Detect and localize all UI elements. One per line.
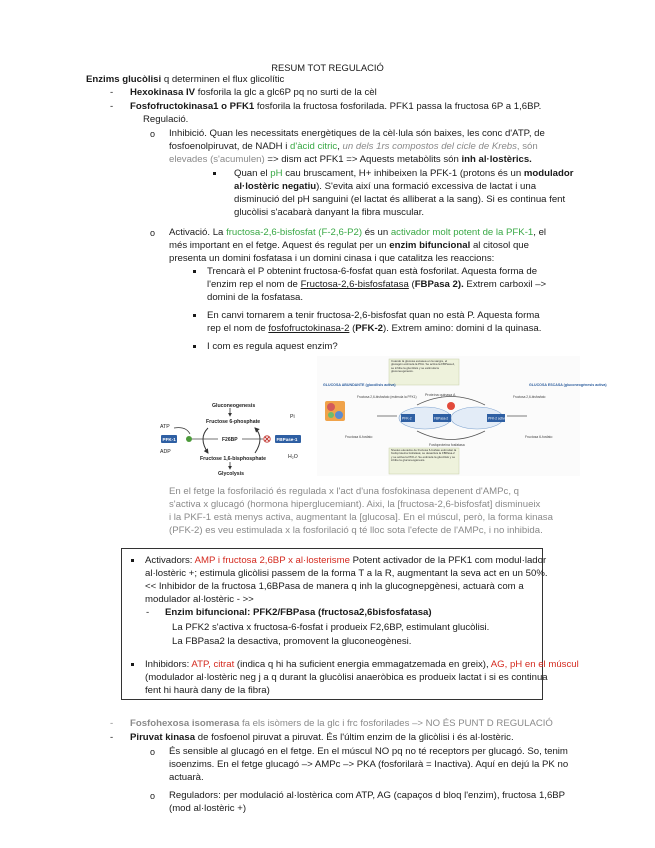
tornar-line1: En canvi tornarem a tenir fructosa-2,6-bisfosfat quan no està P. Aquesta forma — [207, 310, 540, 321]
sensible-line3: actuarà. — [169, 772, 204, 783]
bif-b: (fructosa2,6bisfosfatasa) — [315, 607, 432, 618]
right-head-label — [529, 383, 607, 387]
inhibicio-line2 — [169, 141, 538, 154]
bif-a: Enzim bifuncional: PFK2/FBPasa — [165, 607, 316, 618]
circle-bullet-icon: o — [150, 791, 156, 801]
callout-top — [391, 360, 457, 385]
inhibicio-l2e: , són — [516, 141, 538, 152]
fetge-line3: i la PKF-1 està menys activa, augmentant la [glucosa]. En el múscul, però, la forma kinasa — [169, 512, 553, 523]
enzyme-cluster-icon — [325, 401, 345, 421]
bifunctional-enzyme-diagram — [317, 356, 607, 476]
piruvat-bold: Piruvat kinasa — [130, 732, 196, 743]
activadors-line2: al·lostèric +; estimula glicòlisi passem de la forma T a la R, augmentant la seva act en un 50%. — [145, 568, 548, 579]
plus-activation-icon — [186, 436, 192, 442]
activacio-l1b: fructosa-2,6-bisfosfat (F-2,6-P2) — [226, 227, 363, 238]
ph-l2b: ). S'evita així una formació excessiva de lactat i una — [316, 181, 537, 192]
square-bullet-icon — [193, 270, 196, 273]
fbpase1-diagram-label: FBPase-1 — [276, 437, 298, 442]
enzyme-subunit-icon — [327, 403, 335, 411]
fosfohexosa-bold: Fosfohexosa isomerasa — [130, 718, 240, 729]
inhibicio-line3 — [169, 154, 532, 167]
inh-l1c: (indica q hi ha suficient energia emmagatzemada en greix), — [234, 659, 491, 670]
callout-top-text: Cuando la glucosa escasea en la sangre, el glucagón estimula la PKA. Se activa la FBPasa-2, se inhibe la glucólisis y se estimula la gluconeogénesis. — [391, 359, 455, 374]
fetge-line4: (PFK-2) es veu estimulada x la fosforilació q té lloc sota l'efecte de l'AMPc, i no inhibida. — [169, 525, 543, 536]
inhibicio-l3a: elevades (s'acumulen) — [169, 154, 265, 165]
f16bp-label: Fructose 1,6-bisphosphate — [200, 456, 267, 462]
enzyme-subunit-icon — [328, 412, 334, 418]
f26bp-diagram-label: F26BP — [222, 437, 238, 443]
inh-l1b: ATP, citrat — [191, 659, 235, 670]
f26bp-left-label: Fructosa 2,6-bisfosfato (estimula la PFK1) — [357, 395, 417, 399]
circle-bullet-icon: o — [150, 129, 156, 139]
hexokinasa-line — [130, 87, 377, 100]
piruvat-line — [130, 732, 514, 745]
pfk2-diagram-label: PFK-2 — [402, 416, 412, 421]
pi-label: Pi — [290, 414, 295, 420]
tornar-l2a: rep el nom de — [207, 323, 269, 334]
activacio-l2b: enzim bifuncional — [389, 240, 471, 251]
inhibicio-l2c: , — [337, 141, 343, 152]
activadors-line3: << Inhibidor de la fructosa 1,6BPasa de manera q inh la glucognepgènesi, actuarà com a — [145, 581, 524, 592]
pfk1-rest: fosforila la fructosa fosforilada. PFK1 passa la fructosa 6P a 1,6BP. — [254, 101, 542, 112]
activadors-line1 — [145, 555, 546, 568]
activacio-l2a: més important en el fetge. Aquest és regulat per un — [169, 240, 390, 251]
act-l1c: Potent activador de la PFK1 com modul·lador — [349, 555, 547, 566]
pfk1-line — [130, 101, 541, 114]
activacio-line1 — [169, 227, 546, 240]
ph-l2a: al·lostèric negatiu — [234, 181, 317, 192]
inhibicio-l2d: un dels 1rs compostos del cicle de Krebs — [342, 141, 517, 152]
activacio-l1e: , el — [533, 227, 547, 238]
pka-label: Proteína quinasa A — [425, 393, 456, 397]
inhibidors-line2: (modulador al·lostèric neg j a q durant la glucòlisi anaeròbica es produeix lactat i si es continua — [145, 672, 548, 683]
inhibicio-l2b: d'àcid citric — [290, 141, 338, 152]
reguladors-line2: (mod al·lostèric +) — [169, 803, 247, 814]
activacio-line2 — [169, 240, 529, 253]
inhibicio-l3b: => dism act PFK1 => Aquests metabòlits són — [264, 154, 462, 165]
activacio-l1c: és un — [362, 227, 391, 238]
inh-l1d: AG, pH en el múscul — [490, 659, 579, 670]
trenca-line1: Trencarà el P obtenint fructosa-6-fosfat quan està fosforilat. Aquesta forma de — [207, 266, 538, 277]
atp-label: ATP — [160, 424, 170, 430]
tornar-l2e: ). Extrem amino: domini d la quinasa. — [383, 323, 542, 334]
square-bullet-icon — [193, 345, 196, 348]
callout-bottom — [391, 449, 457, 474]
pfk1-bold: Fosfofructokinasa1 o PFK1 — [130, 101, 255, 112]
reguladors-line1: Reguladors: per modulació al·lostèrica com ATP, AG (capaços d bloq l'enzim), fructosa 1,6BP — [169, 790, 566, 801]
right-head-text: GLUCOSA ESCASA (gluconeogénesis activa) — [529, 383, 607, 387]
hexokinasa-bold: Hexokinasa IV — [130, 87, 196, 98]
gluconeogenesis-label: Gluconeogenesis — [212, 403, 256, 409]
pfk1-fbpase1-diagram — [160, 398, 311, 476]
activacio-l1a: Activació. La — [169, 227, 227, 238]
ph-l1d: modulador — [523, 168, 574, 179]
bifuncional-line2: La PFK2 s'activa x fructosa-6-fosfat i produeix F2,6BP, estimulant glucòlisi. — [172, 622, 490, 633]
trenca-l2c: ( — [408, 279, 415, 290]
fosfohexosa-rest: fa els isòmers de la glc i frc fosforilades –> NO ÉS PUNT D REGULACIÓ — [239, 718, 553, 729]
dash-bullet: - — [110, 87, 114, 98]
f6p-label: Fructose 6-phosphate — [206, 419, 261, 425]
ph-l1a: Quan el — [234, 168, 271, 179]
hexokinasa-rest: fosforila la glc a glc6P pq no surti de la cèl — [195, 87, 377, 98]
dash-bullet: - — [110, 101, 114, 112]
trenca-l2a: l'enzim rep el nom de — [207, 279, 301, 290]
h2o-label: H₂O — [288, 454, 298, 460]
left-head-label — [323, 383, 396, 387]
inhibidors-line3: fent hi haurà dany de la fibra) — [145, 685, 270, 696]
inhibicio-l3c: inh al·lostèrics. — [461, 154, 532, 165]
dash-bullet: - — [110, 732, 114, 743]
left-head-text: GLUCOSA ABUNDANTE (glucólisis activa) — [323, 383, 396, 387]
activacio-l1d: activador molt potent de la PFK-1 — [390, 227, 534, 238]
square-bullet-icon — [193, 314, 196, 317]
tornar-l2b: fosfofructokinasa-2 — [268, 323, 350, 334]
pfk1-line2: Regulació. — [143, 114, 189, 125]
callout-bottom-text: Niveles elevados de fructosa 6-fosfato estimulan la fosfoproteína fosfatasa; se desactiva la FBPasa-2 y se activa la PFK-2. Se estimula la glucólisis y se inhibe la gluconeogénesis. — [391, 448, 457, 463]
page-title: RESUM TOT REGULACIÓ — [271, 62, 384, 73]
inh-l1a: Inhibidors: — [145, 659, 192, 670]
ph-line3: disminució del pH sanguini (el lactat és alliberat a la sang). Si es continua fent — [234, 194, 566, 205]
pfk1-arrow — [203, 428, 208, 453]
square-bullet-icon — [213, 172, 216, 175]
phosphatase-label: Fosfoproteína fosfatasa — [429, 443, 465, 447]
fbpase2-diagram-label: FBPasa-2 — [434, 416, 449, 421]
dash-bullet: - — [110, 718, 114, 729]
trenca-l2b: Fructosa-2,6-bisfosfatasa — [300, 279, 409, 290]
ph-line4: glucòlisi s'acabarà danyant la fibra muscular. — [234, 207, 425, 218]
circle-bullet-icon: o — [150, 228, 156, 238]
trenca-l2e: Extrem carboxil –> — [463, 279, 547, 290]
intro-line — [86, 74, 284, 87]
adp-label: ADP — [160, 449, 171, 455]
piruvat-rest: de fosfoenol piruvat a piruvat. És l'últim enzim de la glicòlisi i és al·lostèric. — [195, 732, 514, 743]
enzyme-subunit-icon — [335, 411, 343, 419]
f6p-right-label: Fructosa 6-fosfato — [525, 435, 553, 439]
intro-bold: Enzims glucòlisi — [86, 74, 162, 85]
glycolysis-label: Glycolysis — [218, 471, 244, 477]
fetge-line2: s'activa x glucagó (hormona hiperglucemiant). Aixi, la [fructosa-2,6-bisfosfat] disminueix — [169, 499, 541, 510]
activadors-line4: modulador al·lostèric - >> — [145, 594, 254, 605]
inhibicio-line1: Inhibició. Quan les necessitats energètiques de la cèl·lula són baixes, les conc d'ATP, de — [169, 128, 545, 139]
act-l1a: Activadors: — [145, 555, 195, 566]
ph-line2 — [234, 181, 536, 194]
pfk2-cap-label: PFK-2 activa — [488, 416, 507, 421]
square-bullet-icon — [131, 663, 134, 666]
sensible-line2: isoenzims. En el fetge glucagó –> AMPc –> PKA (fosforilarà = Inactiva). Aquí en dejú la PK no — [169, 759, 569, 770]
question-line: I com es regula aquest enzim? — [207, 341, 338, 352]
fosfohexosa-line — [130, 718, 553, 731]
activacio-line3: presenta un domini fosfatasa i un domini cinasa i que catalitza les reaccions: — [169, 253, 495, 264]
pfk1-diagram-label: PFK-1 — [162, 437, 176, 442]
phosphate-icon — [447, 402, 455, 410]
tornar-l2d: PFK-2 — [355, 323, 383, 334]
act-l1b: AMP i fructosa 2,6BP x al·losterisme — [194, 555, 350, 566]
tornar-l2c: ( — [349, 323, 356, 334]
atp-arrow — [174, 428, 190, 434]
ph-l1c: cau bruscament, H+ inhibeixen la PFK-1 (protons és un — [282, 168, 524, 179]
inhibidors-line1 — [145, 659, 579, 672]
square-bullet-icon — [131, 559, 134, 562]
sensible-line1: És sensible al glucagó en el fetge. En el múscul NO pq no té receptors per glucagó. So, tenim — [169, 746, 568, 757]
bifuncional-line1 — [165, 607, 432, 620]
f6p-left-label: Fructosa 6-fosfato — [345, 435, 373, 439]
ph-l1b: pH — [270, 168, 283, 179]
fbpase1-arrow — [255, 428, 260, 453]
trenca-line3: domini de la fosfatasa. — [207, 292, 303, 303]
dash-bullet: - — [146, 607, 150, 618]
activacio-l2c: al citosol que — [470, 240, 529, 251]
f26bp-right-label: Fructosa 2,6-bisfosfato — [513, 395, 546, 399]
fetge-line1: En el fetge la fosforilació és regulada x l'act d'una fosfokinasa depenent d'AMPc, q — [169, 486, 520, 497]
intro-rest: q determinen el flux glicolític — [161, 74, 285, 85]
bifuncional-line3: La FBPasa2 la desactiva, promovent la gluconeogènesi. — [172, 636, 412, 647]
tornar-line2 — [207, 323, 541, 336]
inhibicio-l2a: fosfoenolpiruvat, de NADH i — [169, 141, 291, 152]
trenca-line2 — [207, 279, 546, 292]
circle-bullet-icon: o — [150, 747, 156, 757]
ph-line1 — [234, 168, 573, 181]
trenca-l2d: FBPasa 2). — [414, 279, 464, 290]
